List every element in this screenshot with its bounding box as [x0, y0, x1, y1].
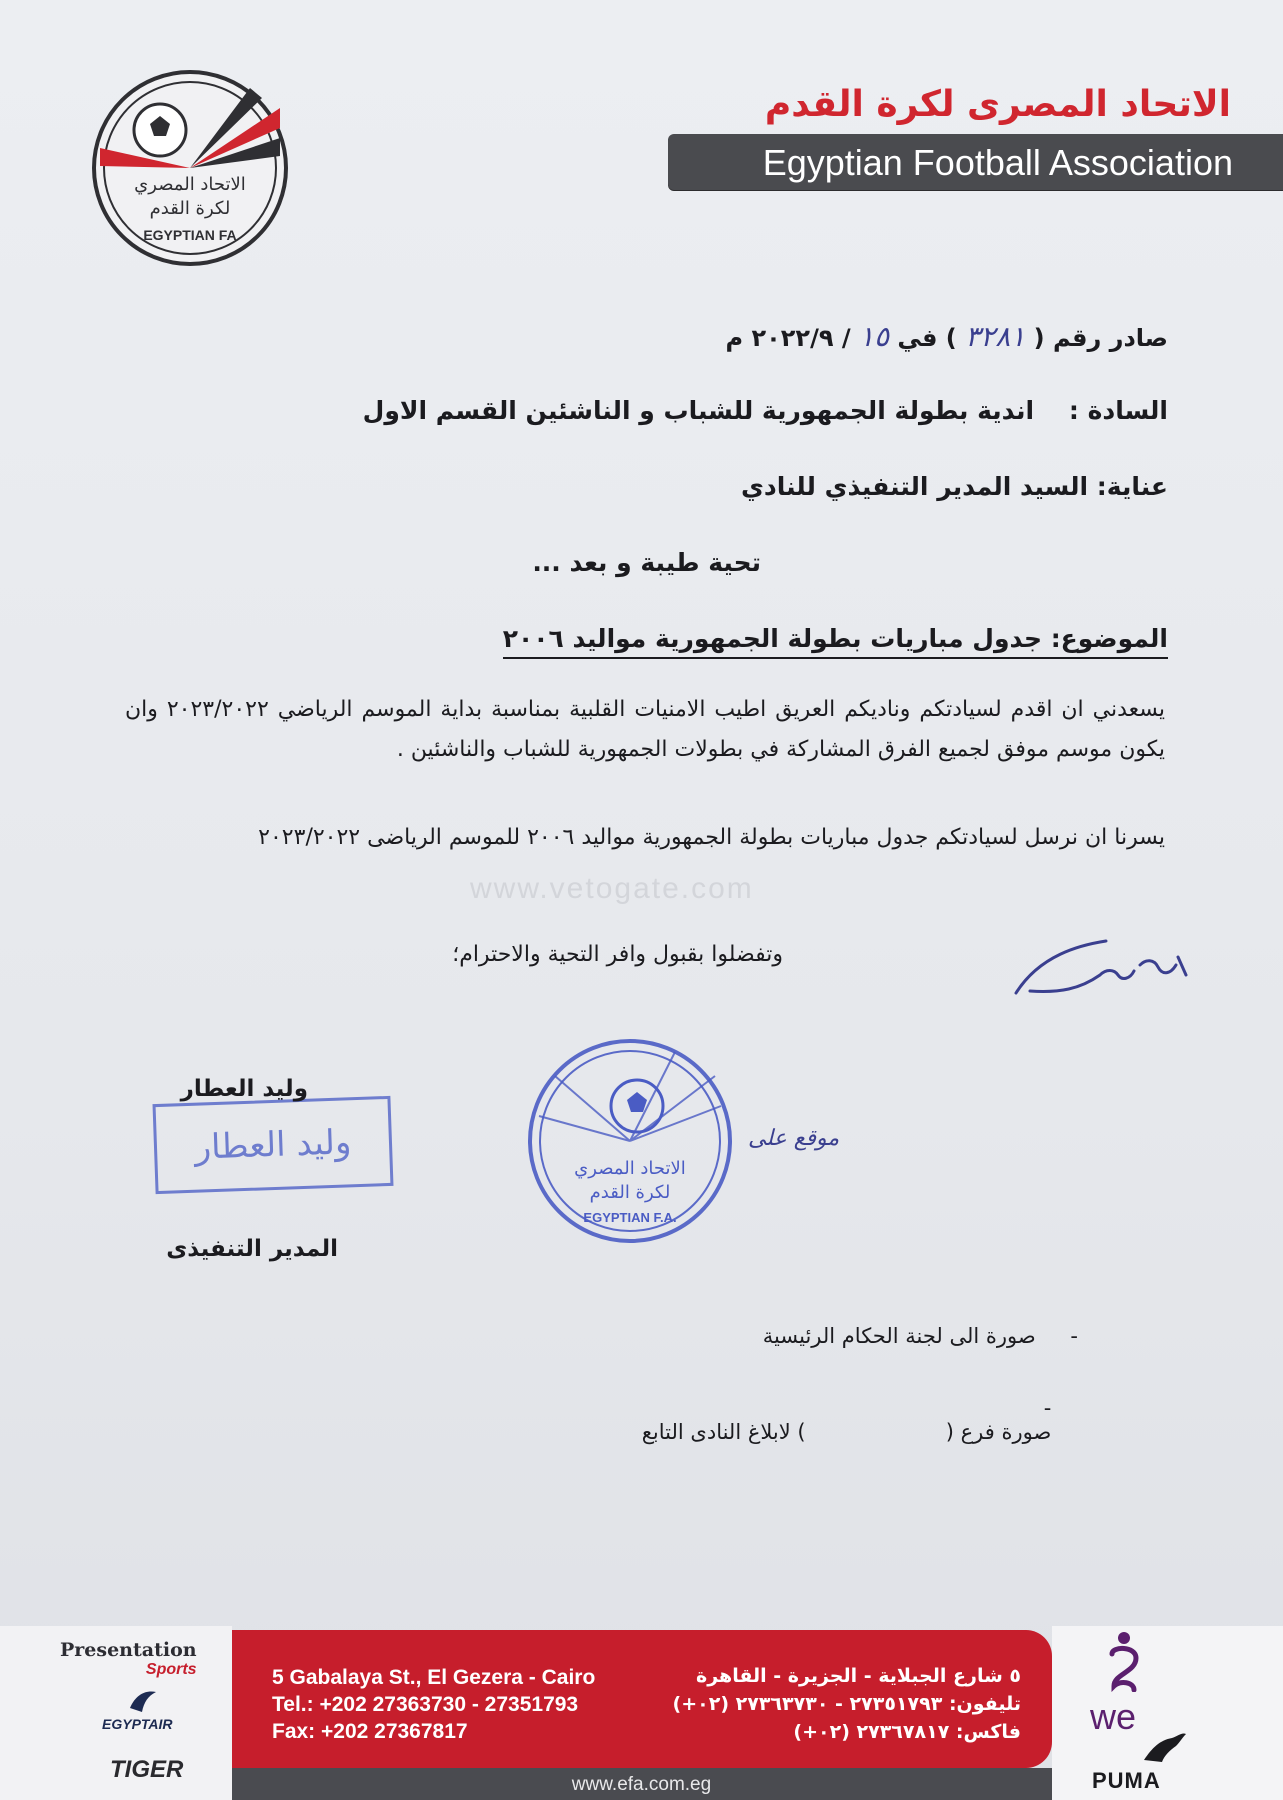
footer-tel-en: Tel.: +202 27363730 - 27351793 — [272, 1693, 579, 1716]
footer — [0, 1626, 1283, 1800]
closing-line: وتفضلوا بقبول وافر التحية والاحترام؛ — [452, 942, 783, 967]
sponsor-presentation-name: Presentation — [60, 1639, 197, 1661]
logo-text-ar-1: الاتحاد المصري — [134, 174, 246, 195]
reference-label: صادر رقم ( — [1033, 324, 1168, 352]
attention-value: السيد المدير التنفيذي للنادي — [740, 472, 1089, 501]
subject-label: الموضوع: — [1050, 624, 1168, 653]
logo-text-en: EGYPTIAN FA — [143, 227, 237, 243]
copy-dash: - — [1070, 1324, 1078, 1348]
sponsor-presentation-sub: Sports — [145, 1661, 197, 1678]
footer-fax-en: Fax: +202 27367817 — [272, 1720, 468, 1743]
subject-line — [503, 624, 1168, 659]
attention-line — [741, 472, 1168, 501]
name-stamp: وليد العطار — [153, 1096, 394, 1194]
attention-label: عناية: — [1096, 472, 1168, 501]
puma-cat-icon — [1142, 1730, 1188, 1764]
logo-text-ar-2: لكرة القدم — [149, 198, 231, 219]
footer-fax-ar: فاكس: ٢٧٣٦٧٨١٧ (٠٢+) — [793, 1721, 1021, 1743]
we-logo-icon — [1104, 1630, 1144, 1692]
reference-in-label: ) في — [897, 324, 957, 352]
header-title-en: Egyptian Football Association — [762, 142, 1233, 183]
body-paragraph-2: يسرنا ان نرسل لسيادتكم جدول مباريات بطولة الجمهورية مواليد ٢٠٠٦ للموسم الرياضى ٢٠٢٣/٢٠٢٢ — [258, 825, 1165, 850]
copy-line-1 — [763, 1324, 1078, 1348]
copy-text: صورة فرع ( ) لابلاغ النادى التابع — [641, 1420, 1052, 1444]
watermark: www.vetogate.com — [470, 872, 754, 905]
subject-value: جدول مباريات بطولة الجمهورية مواليد ٢٠٠٦ — [502, 624, 1042, 653]
reference-number: ٣٢٨١ — [965, 320, 1026, 353]
reference-day: ١٥ — [858, 320, 890, 353]
handwritten-signature — [1010, 935, 1200, 1005]
body-paragraph-1: يسعدني ان اقدم لسيادتكم وناديكم العريق اطيب الامنيات القلبية بمناسبة بداية الموسم الرياضي ٢٠٢٣/٢٠٢٢ وان يكون موسم موفق لجميع الفرق المشاركة في بطولات الجمهورية للشباب والناشئين . — [125, 697, 1165, 762]
signer-name: وليد العطار — [180, 1076, 308, 1102]
seal-text-en: EGYPTIAN F.A. — [583, 1210, 677, 1225]
reference-date: / ٢٠٢٢/٩ م — [725, 324, 851, 352]
footer-sponsor-panel-right — [1052, 1626, 1283, 1800]
sponsor-we: we — [1090, 1696, 1137, 1737]
copy-dash: - — [1043, 1396, 1052, 1420]
signature-note: موقع على — [748, 1126, 840, 1151]
sponsor-egyptair: EGYPTAIR — [102, 1716, 173, 1732]
signer-title: المدير التنفيذى — [166, 1236, 338, 1262]
footer-contact-ar — [673, 1662, 1021, 1746]
seal-text-ar-2: لكرة القدم — [589, 1182, 671, 1203]
footer-address-ar: ٥ شارع الجبلاية - الجزيرة - القاهرة — [696, 1665, 1021, 1687]
header-title-ar: الاتحاد المصرى لكرة القدم — [764, 84, 1231, 125]
football-icon — [90, 68, 290, 268]
greeting: تحية طيبة و بعد ... — [532, 548, 761, 577]
reference-line — [726, 320, 1168, 353]
addressee-label: السادة : — [1068, 396, 1168, 425]
footer-tel-ar: تليفون: ٢٧٣٥١٧٩٣ - ٢٧٣٦٣٧٣٠ (٠٢+) — [672, 1693, 1021, 1715]
sponsor-tiger: TIGER — [110, 1756, 184, 1783]
efa-seal-stamp — [525, 1036, 735, 1246]
header-band — [668, 134, 1283, 190]
sponsor-puma: PUMA — [1092, 1768, 1161, 1793]
addressee-value: اندية بطولة الجمهورية للشباب و الناشئين القسم الاول — [362, 396, 1035, 425]
copy-text: صورة الى لجنة الحكام الرئيسية — [762, 1324, 1036, 1348]
footer-website: www.efa.com.eg — [571, 1774, 712, 1795]
efa-logo — [90, 68, 290, 268]
footer-address-en: 5 Gabalaya St., El Gezera - Cairo — [272, 1666, 596, 1689]
seal-text-ar-1: الاتحاد المصري — [574, 1158, 686, 1179]
copy-line-2 — [642, 1372, 1078, 1468]
footer-contact-en — [272, 1664, 595, 1745]
sponsor-presentation — [60, 1640, 197, 1680]
addressee-line — [363, 396, 1168, 425]
horus-icon — [128, 1688, 158, 1714]
